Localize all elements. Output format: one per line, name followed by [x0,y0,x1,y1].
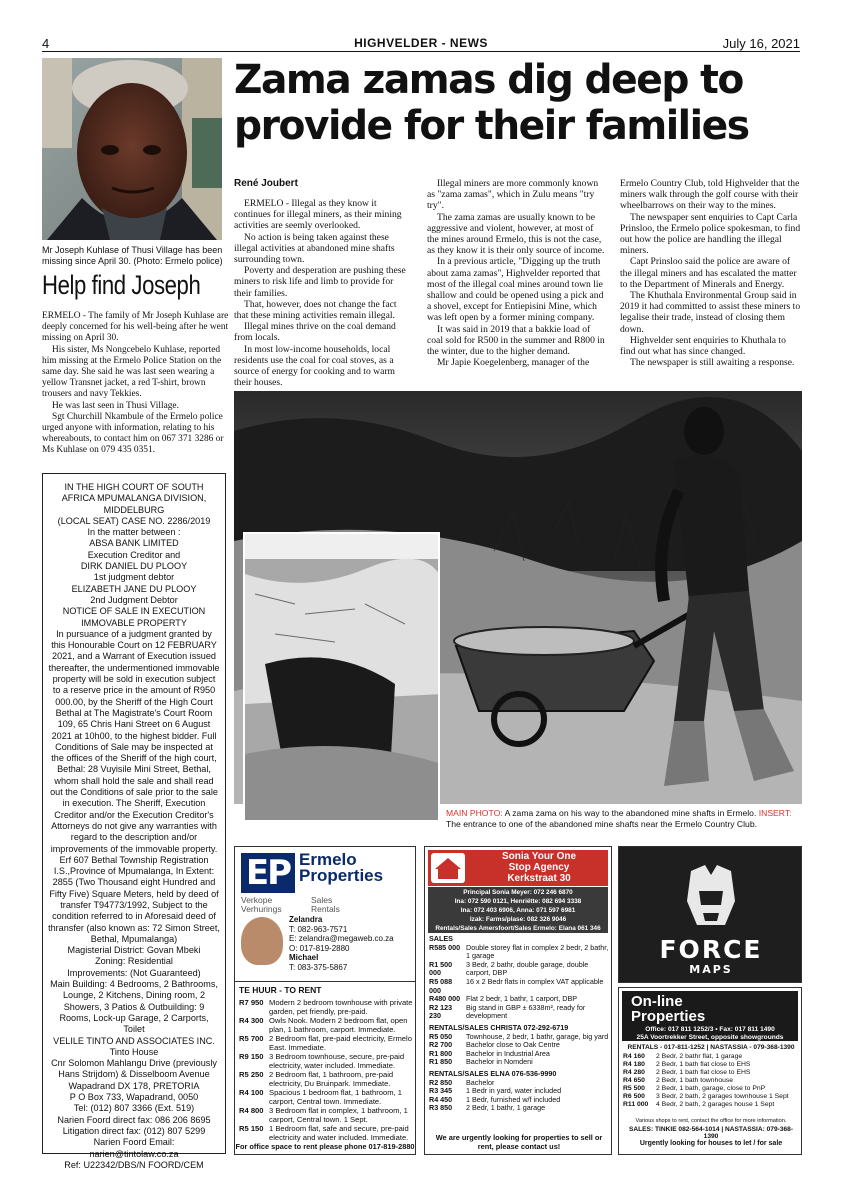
notice-line: In pursuance of a judgment granted by this Honourable Court on 12 FEBRUARY 2021, and a Warrant of Execution issued thereafter, the undermentioned immovable property will be sold in execution subject to a reserve price in the amount of R950 000.00, by the Sheriff of the High Court Bethal at The Magistrate's Court Room 109, 65 Chris Hani Street on 6 August 2021 at 10h00, to the highest bidder. Full Conditions of Sale may be inspected at the offices of the Sheriff of the high court, Bethal: 28 Vuyisile Mini Street, Bethal, whom shall hold the sale and shall read out the Conditions of sale prior to the sale in execution. The Sheriff, Execution Creditor and/or the Execution Creditor's Attorneys do not give any warranties with regard to the description and/or improvements of the immovable property. Erf 607 Bethal Township Registration I.S.,Province of Mpumalanga, In Extent: 2855 (Two Thousand eight Hundred and Fifty Five) Square Meters, held by deed of transfer T94773/1992, Subject to the condition referred to in Aforesaid deed of thransfer (also known as: 72 Simon Street, Bethal, Mpumalanga) [48,628,220,944]
sonia-title-1: Sonia Your One [501,851,577,862]
ermelo-sub-verhurings: Verhurings [241,904,282,914]
notice-line: In the matter between : [87,527,181,538]
online-address: 25A Voortrekker Street, opposite showgrounds [636,1033,784,1041]
rental-listing: R5 250 2 Bedroom flat, 1 bathroom, pre-paid electricity, Du Bruinpark. Immediate. [239,1070,394,1088]
notice-line: (LOCAL SEAT) CASE NO. 2286/2019 [57,515,211,526]
article-paragraph: It was said in 2019 that a bakkie load of coal sold for R500 in the summer and R800 in the winter, due to the higher demand. [427,323,605,358]
portrait-photo [42,58,222,240]
article-paragraph: Mr Japie Koegelenberg, manager of the [437,357,590,369]
online-footer: Urgently looking for houses to let / for sale [639,1140,783,1147]
online-properties-ad [618,987,802,1155]
caption-label-main: MAIN PHOTO: [446,808,503,818]
notice-line: Tel: (012) 807 3366 (Ext. 519) [73,1103,195,1114]
online-office: Office: 017 811 1252/3 • Fax: 017 811 1490 [645,1026,775,1033]
article-paragraph: The Khuthala Environmental Group said in 2019 it had committed to assist these miners to legalise their trade, instead of closing them down. [620,290,801,335]
notice-line: Cnr Solomon Mahlangu Drive (previously Hans Strijdom) & Disselboom Avenue [51,1058,217,1080]
article-column-2 [427,178,607,368]
article-paragraph: The zama zamas are usually known to be aggressive and violent, however, at most of the mines around Ermelo, this is not the case, as they know it is their only source of income. [427,211,605,257]
online-listing: R4 650 2 Bedr, 1 bath townhouse [623,1077,734,1084]
caption-text-insert: The entrance to one of the abandoned mine shafts near the Ermelo Country Club. [446,818,757,829]
rent-listing: R2 850 Bachelor [429,1077,495,1087]
sonia-title-2: Stop Agency [508,862,570,873]
online-note: Various shops to rent, contact the office for more information. [635,1118,787,1124]
rental-listing: R4 300 Owls Nook. Modern 2 bedroom flat, open plan, 1 bathroom, carport. Immediate. [239,1016,408,1034]
court-notice [42,473,226,1170]
article-paragraph: That, however, does not change the fact that these mining activities remain illegal. [234,298,397,322]
online-title-2: Properties [631,1008,706,1025]
rent-listing: R4 450 1 Bedr, furnished w/f included [429,1094,561,1104]
sale-listing: R1 500 000 3 Bedr, 2 bathr, double garage, double carport, DBP [429,959,589,978]
help-headline: Help find Joseph [42,270,201,300]
sonia-rent2-title: RENTALS/SALES ELNA 076-536-9990 [429,1068,557,1078]
rent-listing: R3 850 2 Bedr, 1 bathr, 1 garage [429,1103,546,1113]
sonia-title-3: Kerkstraat 30 [507,873,571,884]
notice-line: Wapadrand DX 178, PRETORIA [68,1080,200,1091]
article-headline: Zama zamas dig deep to provide for their families [234,57,749,149]
article-paragraph: The newspaper sent enquiries to Capt Carla Prinsloo, the Ermelo police spokesman, to find out how the police are handling the illegal miners. [620,211,801,257]
sonia-footer: We are urgently looking for properties to sell or rent, please contact us! [435,1133,603,1151]
rent-listing: R1 800 Bachelor in Industrial Area [429,1048,550,1058]
house-icon [431,853,465,883]
sonia-contact: Principal Sonia Meyer: 072 246 6870 [463,889,573,896]
article-paragraph: Highvelder sent enquiries to Khuthala to find out what has since changed. [620,334,786,358]
article-byline: René Joubert [234,178,298,189]
notice-line: VELILE TINTO AND ASSOCIATES INC. [53,1035,215,1046]
helmet-icon [681,861,741,931]
sale-listing: R585 000 Double storey flat in complex 2 bedr, 2 bathr, 1 garage [429,942,609,961]
photo-caption [446,808,806,829]
rental-listing: R5 700 2 Bedroom flat, pre-paid electricity, Ermelo East. Immediate. [239,1034,412,1052]
ermelo-sub-sales: Sales [311,895,333,905]
sonia-sales-title: SALES [429,934,453,943]
online-listing: R4 180 2 Bedr, 1 bath flat close to EHS [623,1061,751,1068]
page-number: 4 [42,36,50,51]
notice-line: P O Box 733, Wapadrand, 0050 [69,1092,199,1103]
ermelo-brand-1: Ermelo [299,850,357,869]
article-paragraph: The newspaper is still awaiting a response. [630,357,795,369]
sonia-contact: Izak: Farms/plase: 082 326 9046 [469,916,567,923]
notice-line: DIRK DANIEL DU PLOOY [80,561,188,572]
sonia-rent1-title: RENTALS/SALES CHRISTA 072-292-6719 [429,1022,569,1032]
notice-line: Narien Foord Email: [93,1137,175,1148]
notice-line: Magisterial District: Govan Mbeki [67,945,201,956]
caption-text-main: A zama zama on his way to the abandoned mine shafts in Ermelo. [504,808,757,818]
rental-listing: R7 950 Modern 2 bedroom townhouse with private garden, pet friendly, pre-paid. [239,998,413,1016]
agent2-phone: T: 083-375-5867 [289,962,348,972]
online-sales-line: SALES: TINKIE 082-564-1014 | NASTASSIA: 079-368-1390 [628,1126,794,1140]
notice-line: ABSA BANK LIMITED [89,538,179,549]
inset-photo [243,532,440,822]
sonia-contact: Ina: 072 590 0121, Henriëtte: 082 694 3338 [454,898,582,905]
help-paragraph: ERMELO - The family of Mr Joseph Kuhlase are deeply concerned for his well-being after he went missing on April 30. [42,311,229,344]
header-rule [42,51,800,52]
sale-listing: R480 000 Flat 2 bedr, 1 bathr, 1 carport, DBP [429,994,578,1004]
caption-label-insert: INSERT: [758,808,792,818]
ermelo-brand-2: Properties [299,866,384,885]
sale-listing: R5 088 000 16 x 2 Bedr flats in complex VAT applicable [429,976,604,995]
rent-listing: R2 700 Bachelor close to Oak Centre [429,1040,560,1050]
article-column-1 [234,198,412,388]
online-listing: R11 000 4 Bedr, 2 bath, 2 garages house 1 Sept [623,1101,775,1108]
sale-listing: R2 123 230 Big stand in GBP ± 6338m², ready for development [429,1002,586,1021]
notice-line: Main Building: 4 Bedrooms, 2 Bathrooms, Lounge, 2 Kitchens, Dining room, 2 Showers, 3 Patios & Outbuilding: 9 Rooms, Lock-up Garage, 2 Carports, Toilet [50,979,218,1035]
sonia-contact: Ina: 072 403 6906, Anna: 071 597 6981 [460,907,576,914]
notice-line: NOTICE OF SALE IN EXECUTION IMMOVABLE PROPERTY [62,606,206,628]
online-rentals-title: RENTALS - 017-811-1252 | NASTASSIA - 079-368-1390 [627,1044,795,1051]
rental-listing: R4 800 3 Bedroom flat in complex, 1 bathroom, 1 carport, Central town. 1 Sept. [239,1106,408,1124]
agent2-name: Michael [289,953,319,962]
article-paragraph: In most low-income households, local residents use the coal for coal stoves, as a source of energy for cooking and to warm their houses. [234,343,395,389]
agent1-email: E: zelandra@megaweb.co.za [289,934,394,943]
article-paragraph: Illegal mines thrive on the coal demand from locals. [234,321,396,344]
force-maps-ad [618,846,802,983]
sonia-agency-ad [424,846,612,1155]
online-listing: R4 280 2 Bedr, 1 bath flat close to EHS [623,1069,751,1076]
agent1-name: Zelandra [289,915,323,924]
article-paragraph: Capt Prinsloo said the police are aware of the illegal miners and has escalated the matter to the Department of Minerals and Energy. [620,256,797,290]
rental-listing: R9 150 3 Bedroom townhouse, secure, pre-paid electricity, water included. Immediate. [239,1052,405,1070]
ermelo-logo: EP [241,853,295,893]
ermelo-sub-verkope: Verkope [241,895,273,905]
article-column-3 [620,178,802,368]
notice-line: Improvements: (Not Guaranteed) [67,967,201,978]
help-article-body [42,311,230,457]
article-paragraph: In a previous article, "Digging up the truth about zama zamas", Highvelder reported that most of the illegal coal mines around town lie shallow and could be opened using a pick and a shovel, except for Entiepisini Mine, which was left open by a former mining company. [427,256,604,324]
notice-line: Litigation direct fax: (012) 807 5299 [62,1125,206,1136]
force-subtitle: MAPS [689,963,733,976]
rent-listing: R5 050 Townhouse, 2 bedr, 1 bathr, garage, big yard [429,1031,609,1041]
notice-line: narien@tintolaw.co.za [89,1148,179,1159]
notice-line: 2nd Judgment Debtor [90,594,178,605]
notice-line: Ref: U22342/DBS/N FOORD/CEM [64,1159,204,1170]
notice-line: IN THE HIGH COURT OF SOUTH AFRICA MPUMALANGA DIVISION, MIDDELBURG [61,482,207,515]
section-title: HIGHVELDER - NEWS [354,36,488,50]
help-paragraph: He was last seen in Thusi Village. [52,400,179,411]
notice-line: Execution Creditor and [87,549,181,560]
article-paragraph: Poverty and desperation are pushing these miners to risk life and limb to provide for their families. [234,265,406,299]
online-title-1: On-line [631,993,683,1010]
agent1-office: O: 017-819-2880 [289,943,350,953]
portrait-caption: Mr Joseph Kuhlase of Thusi Village has been missing since April 30. (Photo: Ermelo police) [42,245,223,266]
agent-avatar [241,917,283,965]
rent-listing: R3 345 1 Bedr in yard, water included [429,1086,562,1096]
online-listing: R6 500 3 Bedr, 2 bath, 2 garages townhouse 1 Sept [623,1093,789,1100]
notice-line: 1st judgment debtor [93,572,175,583]
online-listing: R4 160 2 Bedr, 2 bathr flat, 1 garage [623,1053,743,1060]
rent-section-title: TE HUUR - TO RENT [239,985,322,995]
ermelo-properties-ad [234,846,416,1155]
article-paragraph: No action is being taken against these illegal activities at abandoned mine shafts surrounding town. [234,231,395,266]
sonia-contact: Rentals/Sales Amersfoort/Sales Ermelo: Elana 061 346 1201 [435,925,601,941]
rent-listing: R1 850 Bachelor in Nomdeni [429,1057,533,1067]
ermelo-sub-rentals: Rentals [311,904,340,914]
notice-line: Narien Foord direct fax: 086 206 8695 [57,1114,211,1125]
ermelo-footer: For office space to rent please phone 017-819-2880 [235,1142,415,1151]
article-paragraph: Illegal miners are more commonly known as "zama zamas", which in Zulu means "try try". [427,178,599,212]
article-paragraph: Ermelo Country Club, told Highvelder that the miners walk through the golf course with their wheelbarrows on their way to the mines. [620,178,800,212]
notice-line: Tinto House [109,1046,159,1057]
help-paragraph: Sgt Churchill Nkambule of the Ermelo police urged anyone with information, relating to his whereabouts, to contact him on 067 371 3286 or Ms Kuhlase on 079 435 0351. [42,411,224,456]
rental-listing: R5 150 1 Bedroom flat, safe and secure, pre-paid electricity and water included. Immediate. [239,1124,409,1142]
online-listing: R5 500 2 Bedr, 1 bath, garage, close to PnP [623,1085,766,1092]
force-title: FORCE [659,935,763,964]
notice-line: Zoning: Residential [95,956,173,967]
publication-date: July 16, 2021 [722,36,800,51]
article-paragraph: ERMELO - Illegal as they know it continues for illegal miners, as their mining activities are seemly overlooked. [234,198,402,232]
agent1-phone: T: 082-963-7571 [289,924,348,934]
notice-line: ELIZABETH JANE DU PLOOY [71,583,197,594]
help-paragraph: His sister, Ms Nongcebelo Kuhlase, reported him missing at the Ermelo Police Station on the same day. She said he was last seen wearing a yellow Transnet jacket, a red T-shirt, brown trousers and navy Tekkies. [42,344,222,400]
rental-listing: R4 100 Spacious 1 bedroom flat, 1 bathroom, 1 carport, Central town. Immediate. [239,1088,402,1106]
